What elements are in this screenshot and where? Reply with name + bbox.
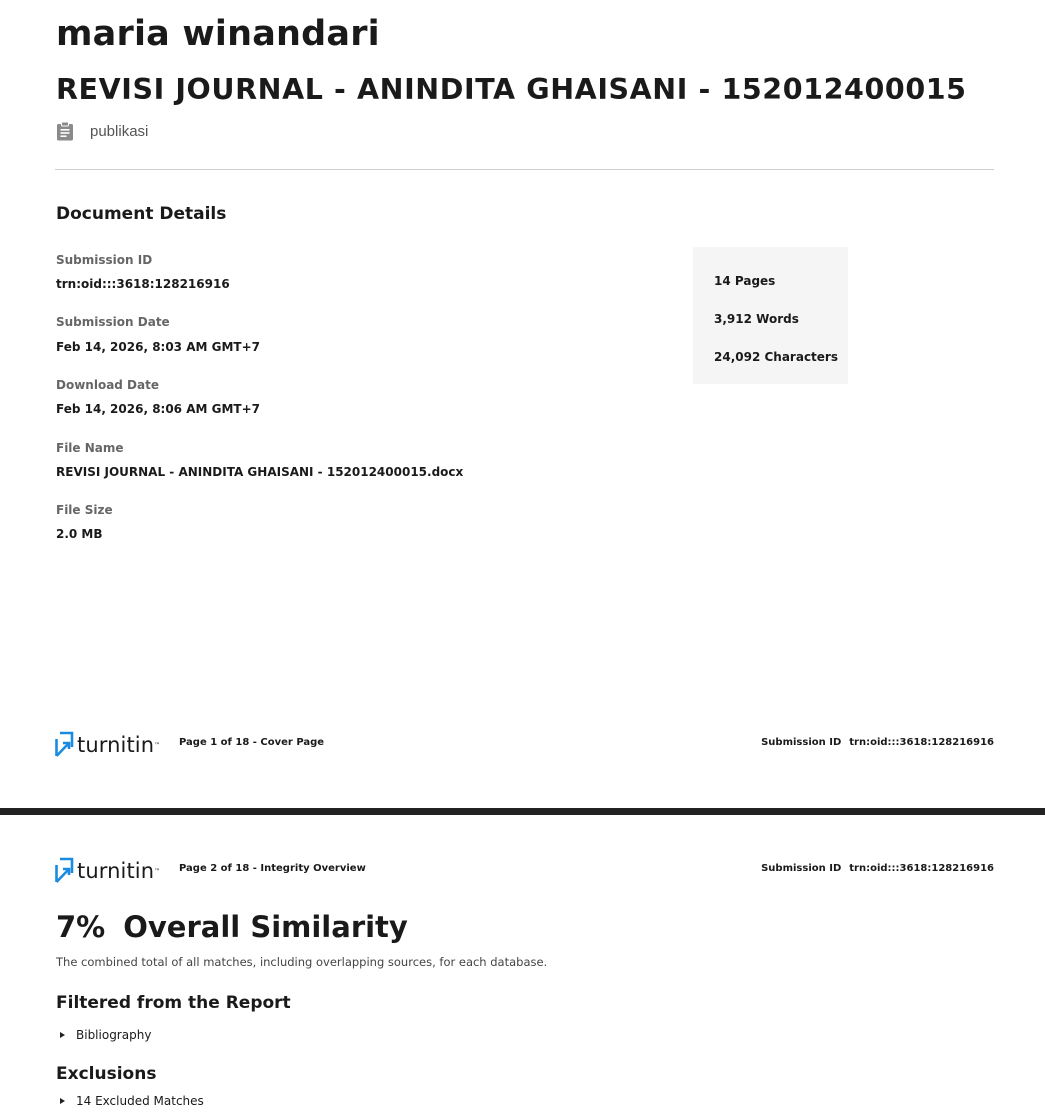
document-details-heading: Document Details [56,204,227,224]
assignment-name: publikasi [90,122,149,140]
page-count: 14 Pages [714,274,776,288]
trademark-mark: ™ [154,867,161,875]
exclusions-heading: Exclusions [56,1064,157,1084]
submission-date-value: Feb 14, 2026, 8:03 AM GMT+7 [56,340,260,354]
similarity-percent: 7% [56,910,106,944]
footer-submission-id [761,737,994,748]
file-size-value: 2.0 MB [56,527,103,541]
document-stats-box [693,247,848,384]
header-submission-value: trn:oid:::3618:128216916 [849,863,994,874]
turnitin-wordmark: turnitin [77,733,155,757]
header-page-label: Page 2 of 18 - Integrity Overview [179,863,366,874]
page-separator [0,808,1045,815]
exclusion-item-matches [60,1094,204,1108]
submission-id-value: trn:oid:::3618:128216916 [56,277,230,291]
clipboard-icon [56,121,74,141]
similarity-description: The combined total of all matches, including overlapping sources, for each database. [56,955,548,969]
document-title: REVISI JOURNAL - ANINDITA GHAISANI - 152012400015 [56,73,967,106]
turnitin-logo-icon [54,730,74,760]
header-submission-id [761,863,994,874]
footer-submission-label: Submission ID [761,737,842,748]
similarity-label: Overall Similarity [123,910,408,944]
footer-page-label: Page 1 of 18 - Cover Page [179,737,325,748]
turnitin-logo [54,854,160,888]
turnitin-logo [54,728,160,762]
header-divider [55,169,994,170]
character-count: 24,092 Characters [714,350,838,364]
assignment [56,120,148,142]
overall-similarity [56,910,408,944]
filtered-item-bibliography [60,1028,151,1042]
file-name-label: File Name [56,441,124,455]
submission-id-label: Submission ID [56,253,153,267]
filtered-item-label: Bibliography [76,1028,152,1042]
file-size-label: File Size [56,503,113,517]
word-count: 3,912 Words [714,312,799,326]
triangle-bullet-icon [60,1098,65,1104]
download-date-value: Feb 14, 2026, 8:06 AM GMT+7 [56,402,260,416]
overview-header [0,854,1045,888]
download-date-label: Download Date [56,378,159,392]
file-name-value: REVISI JOURNAL - ANINDITA GHAISANI - 152012400015.docx [56,465,464,479]
submission-date-label: Submission Date [56,315,170,329]
footer-submission-value: trn:oid:::3618:128216916 [849,737,994,748]
owner-name: maria winandari [56,14,380,54]
turnitin-logo-icon [54,856,74,886]
triangle-bullet-icon [60,1032,65,1038]
trademark-mark: ™ [154,741,161,749]
cover-footer [0,728,1045,762]
exclusion-item-label: 14 Excluded Matches [76,1094,204,1108]
header-submission-label: Submission ID [761,863,842,874]
turnitin-wordmark: turnitin [77,859,155,883]
filtered-heading: Filtered from the Report [56,993,291,1013]
